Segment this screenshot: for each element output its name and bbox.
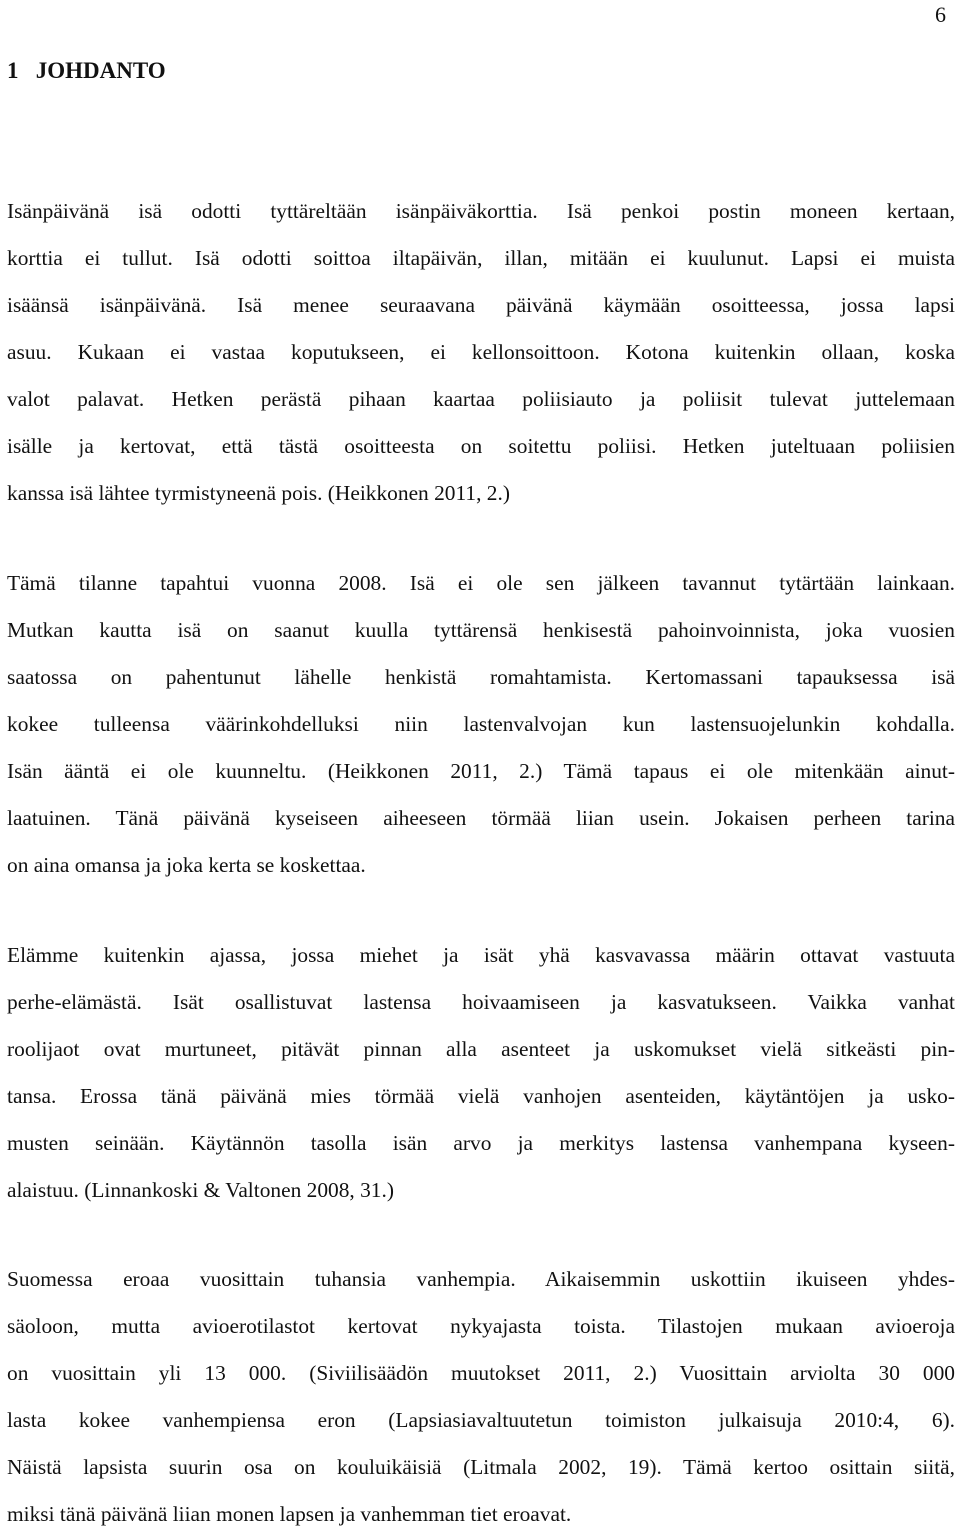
paragraph-line: Tämä tilanne tapahtui vuonna 2008. Isä ei ole sen jälkeen tavannut tytärtään lainkaan. [7,571,955,595]
paragraph-line: laatuinen. Tänä päivänä kyseiseen aiheeseen törmää liian usein. Jokaisen perheen tarina [7,806,955,830]
paragraph-line: kanssa isä lähtee tyrmistyneenä pois. (Heikkonen 2011, 2.) [7,481,510,505]
paragraph-line: Mutkan kautta isä on saanut kuulla tyttärensä henkisestä pahoinvoinnista, joka vuosien [7,618,955,642]
paragraph-line: lasta kokee vanhempiensa eron (Lapsiasiavaltuutetun toimiston julkaisuja 2010:4, 6). [7,1408,955,1432]
paragraph-line: perhe-elämästä. Isät osallistuvat lastensa hoivaamiseen ja kasvatukseen. Vaikka vanhat [7,990,955,1014]
paragraph-line: kokee tulleensa väärinkohdelluksi niin lastenvalvojan kun lastensuojelunkin kohdalla. [7,712,955,736]
paragraph-line: Isänpäivänä isä odotti tyttäreltään isänpäiväkorttia. Isä penkoi postin moneen kertaan, [7,199,955,223]
paragraph-line: musten seinään. Käytännön tasolla isän arvo ja merkitys lastensa vanhempana kyseen- [7,1131,955,1155]
paragraph-2 [7,560,955,889]
paragraph-line: alaistuu. (Linnankoski & Valtonen 2008, 31.) [7,1178,394,1202]
paragraph-3 [7,932,955,1214]
chapter-heading: 1 JOHDANTO [7,58,166,83]
paragraph-4 [7,1256,955,1538]
paragraph-line: säoloon, mutta avioerotilastot kertovat nykyajasta toista. Tilastojen mukaan avioeroja [7,1314,955,1338]
paragraph-line: Isän ääntä ei ole kuunneltu. (Heikkonen 2011, 2.) Tämä tapaus ei ole mitenkään ainut- [7,759,955,783]
paragraph-1 [7,188,955,517]
paragraph-line: Suomessa eroaa vuosittain tuhansia vanhempia. Aikaisemmin uskottiin ikuiseen yhdes- [7,1267,955,1291]
paragraph-line: Näistä lapsista suurin osa on kouluikäisiä (Litmala 2002, 19). Tämä kertoo osittain siitä, [7,1455,955,1479]
paragraph-line: asuu. Kukaan ei vastaa koputukseen, ei kellonsoittoon. Kotona kuitenkin ollaan, koska [7,340,955,364]
paragraph-line: roolijaot ovat murtuneet, pitävät pinnan alla asenteet ja uskomukset vielä sitkeästi pin- [7,1037,955,1061]
page-number: 6 [935,2,946,27]
paragraph-line: valot palavat. Hetken perästä pihaan kaartaa poliisiauto ja poliisit tulevat juttelemaan [7,387,955,411]
paragraph-line: isäänsä isänpäivänä. Isä menee seuraavana päivänä käymään osoitteessa, jossa lapsi [7,293,955,317]
paragraph-line: tansa. Erossa tänä päivänä mies törmää vielä vanhojen asenteiden, käytäntöjen ja usko- [7,1084,955,1108]
paragraph-line: miksi tänä päivänä liian monen lapsen ja vanhemman tiet eroavat. [7,1502,572,1526]
paragraph-line: korttia ei tullut. Isä odotti soittoa iltapäivän, illan, mitään ei kuulunut. Lapsi ei muista [7,246,955,270]
paragraph-line: on aina omansa ja joka kerta se koskettaa. [7,853,366,877]
paragraph-line: isälle ja kertovat, että tästä osoitteesta on soitettu poliisi. Hetken juteltuaan poliisien [7,434,955,458]
paragraph-line: on vuosittain yli 13 000. (Siviilisäädön muutokset 2011, 2.) Vuosittain arviolta 30 000 [7,1361,955,1385]
paragraph-line: saatossa on pahentunut lähelle henkistä romahtamista. Kertomassani tapauksessa isä [7,665,955,689]
paragraph-line: Elämme kuitenkin ajassa, jossa miehet ja isät yhä kasvavassa määrin ottavat vastuuta [7,943,955,967]
